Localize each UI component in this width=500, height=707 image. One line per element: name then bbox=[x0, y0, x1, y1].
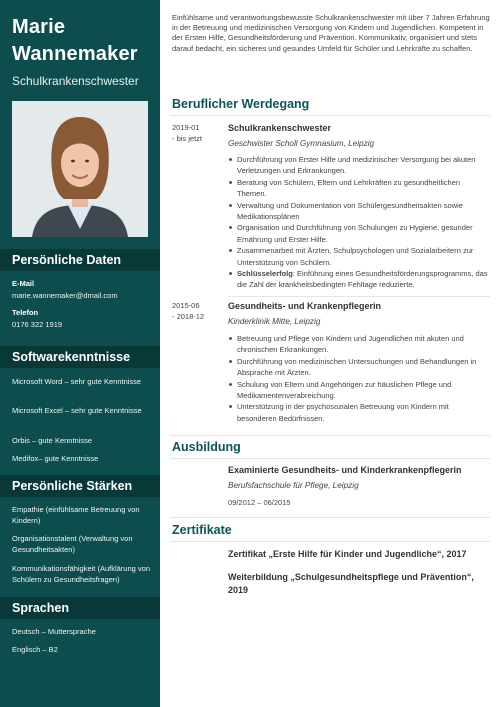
list-item: Verwaltung und Dokumentation von Schülergesundheitsakten sowie Medikationsplänen bbox=[228, 200, 490, 223]
job-org: Geschwister Scholl Gymnasium, Leipzig bbox=[228, 139, 375, 148]
languages-heading: Sprachen bbox=[0, 597, 160, 619]
education-heading: Ausbildung bbox=[172, 440, 241, 454]
job-title: Schulkrankenschwester bbox=[12, 74, 139, 88]
strength-item: Empathie (einfühlsame Betreuung von Kindern) bbox=[12, 505, 140, 525]
job-org: Kinderklinik Mitte, Leipzig bbox=[228, 317, 321, 326]
strength-item: Organisationstalent (Verwaltung von Gesundheitsakten) bbox=[12, 534, 133, 554]
phone-label: Telefon bbox=[12, 308, 39, 317]
software-item: Microsoft Word – sehr gute Kenntnisse bbox=[12, 377, 142, 386]
email-label: E-Mail bbox=[12, 279, 35, 288]
list-item: Beratung von Schülern, Eltern und Lehrkräften zu gesundheitlichen Themen. bbox=[228, 177, 490, 200]
last-name: Wannemaker bbox=[12, 43, 138, 65]
section-divider bbox=[170, 115, 490, 116]
education-period: 09/2012 – 06/2015 bbox=[228, 498, 291, 507]
profile-summary: Einfühlsame und verantwortungsbewusste Schulkrankenschwester mit über 7 Jahren Erfahrung in der Betreuung und medizinischen Versorgung von Kindern und Jugendlichen. Kompetent in der Ersten Hilfe, Gesundheitsförderung und Prävention. Kommunikativ, organisiert und stets darauf bedacht, ein sicheres und gesundes Umfeld für Schüler und Lehrkräfte zu schaffen. bbox=[172, 13, 490, 53]
experience-heading: Beruflicher Werdegang bbox=[172, 97, 310, 111]
profile-photo bbox=[12, 101, 148, 237]
strengths-heading: Persönliche Stärken bbox=[0, 475, 160, 497]
job-duties-list bbox=[228, 154, 490, 291]
person-name bbox=[12, 14, 158, 68]
section-divider bbox=[170, 541, 490, 542]
main-content bbox=[160, 0, 500, 707]
list-item: Unterstützung in der psychosozialen Betreuung von Kindern mit besonderen Bedürfnissen. bbox=[228, 401, 490, 424]
list-item: Schulung von Eltern und Angehörigen zur häuslichen Pflege und Medikamentenverabreichung. bbox=[228, 379, 490, 402]
personal-data-heading: Persönliche Daten bbox=[0, 249, 160, 271]
certificate-item: Weiterbildung „Schulgesundheitspflege und Prävention“, 2019 bbox=[228, 572, 474, 595]
software-heading: Softwarekenntnisse bbox=[0, 346, 160, 368]
certificate-item: Zertifikat „Erste Hilfe für Kinder und Jugendliche“, 2017 bbox=[228, 549, 467, 559]
software-item: Orbis – gute Kenntnisse bbox=[12, 436, 93, 445]
sidebar bbox=[0, 0, 160, 707]
list-item: Durchführung von Erster Hilfe und medizinischer Versorgung bei akuten Verletzungen und Erkrankungen. bbox=[228, 154, 490, 177]
software-item: Microsoft Excel – sehr gute Kenntnisse bbox=[12, 406, 142, 415]
job-duties-list bbox=[228, 333, 490, 424]
section-divider bbox=[170, 517, 490, 518]
language-item: Deutsch – Muttersprache bbox=[12, 627, 96, 636]
list-item: Durchführung von medizinischen Untersuchungen und Behandlungen in Absprache mit Ärzten. bbox=[228, 356, 490, 379]
education-degree: Examinierte Gesundheits- und Kinderkrankenpflegerin bbox=[228, 465, 462, 475]
section-divider bbox=[170, 458, 490, 459]
first-name: Marie bbox=[12, 16, 66, 38]
job-date: 2019-01 - bis jetzt bbox=[172, 123, 203, 143]
key-success-label: Schlüsselerfolg bbox=[237, 269, 293, 279]
job-divider bbox=[228, 296, 490, 297]
email-value[interactable]: marie.wannemaker@dmail.com bbox=[12, 291, 118, 300]
list-item: Zusammenarbeit mit Ärzten, Schulpsychologen und Sozialarbeitern zur Unterstützung von Schülern. bbox=[228, 245, 490, 268]
education-school: Berufsfachschule für Pflege, Leipzig bbox=[228, 481, 359, 490]
phone-value[interactable]: 0176 322 1919 bbox=[12, 320, 63, 329]
job-role: Schulkrankenschwester bbox=[228, 123, 332, 133]
section-divider bbox=[170, 435, 490, 436]
software-item: Medifox– gute Kenntnisse bbox=[12, 454, 99, 463]
certificates-heading: Zertifikate bbox=[172, 523, 232, 537]
list-item bbox=[228, 268, 490, 291]
key-success-text: : Einführung eines Gesundheitsförderungsprogramms, das die Zahl der krankheitsbedingten Fehltage reduzierte. bbox=[237, 269, 488, 290]
job-role: Gesundheits- und Krankenpflegerin bbox=[228, 301, 382, 311]
language-item: Englisch – B2 bbox=[12, 645, 58, 654]
strength-item: Kommunikationsfähigkeit (Aufklärung von Schülern zu Gesundheitsfragen) bbox=[12, 564, 150, 584]
list-item: Betreuung und Pflege von Kindern und Jugendlichen mit akuten und chronischen Erkrankungen. bbox=[228, 333, 490, 356]
list-item: Organisation und Durchführung von Schulungen zu Hygiene, gesunder Ernährung und Erster Hilfe. bbox=[228, 222, 490, 245]
job-date: 2015-06 - 2018-12 bbox=[172, 301, 205, 321]
